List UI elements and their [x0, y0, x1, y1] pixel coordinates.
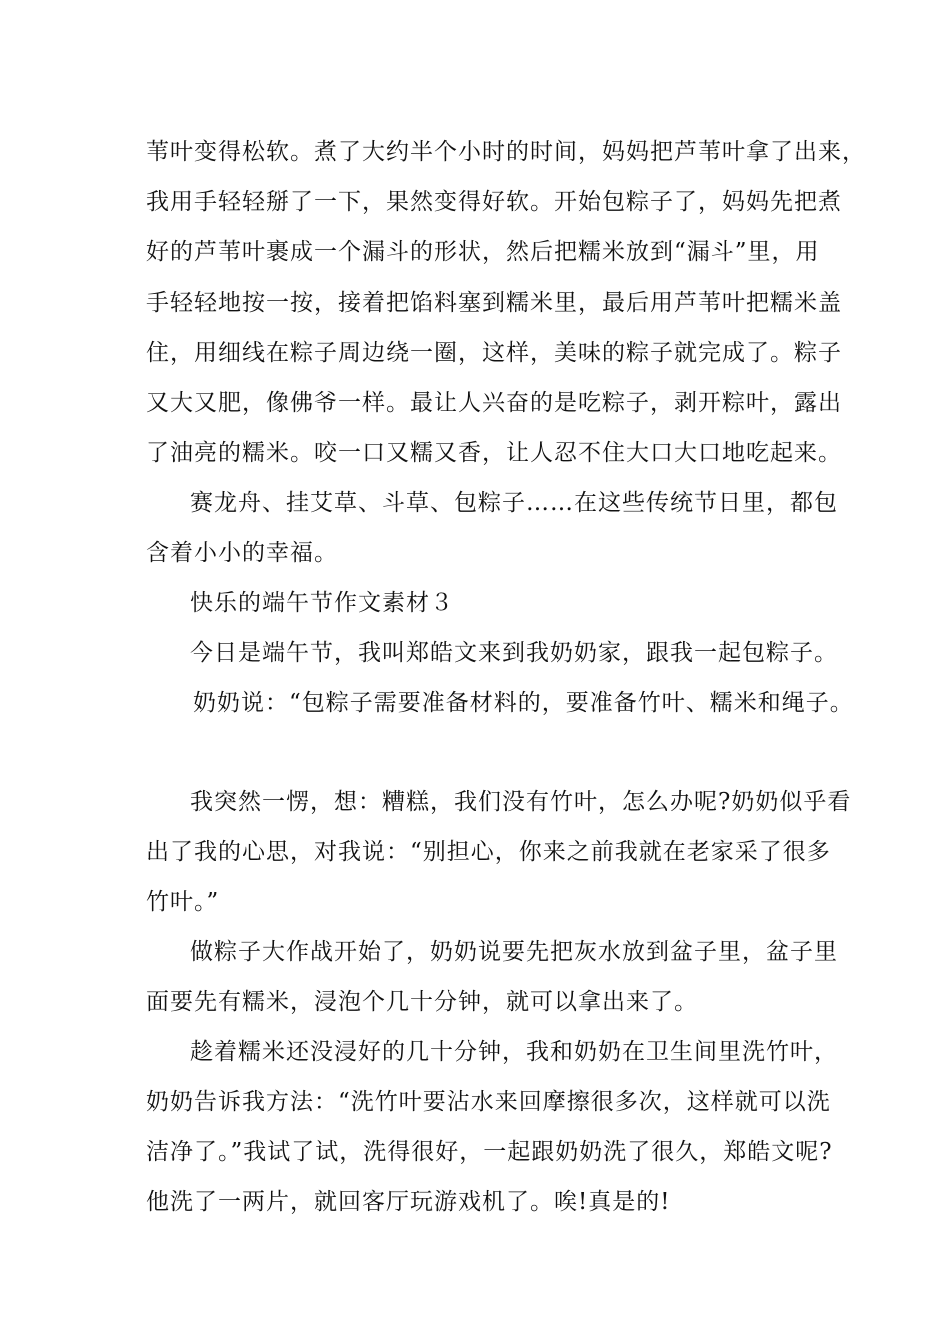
text-line: 住，用细线在粽子周边绕一圈，这样，美味的粽子就完成了。粽子 [146, 340, 842, 366]
text-line: 奶奶告诉我方法：“洗竹叶要沾水来回摩擦很多次，这样就可以洗 [146, 1089, 831, 1115]
text-line: 赛龙舟、挂艾草、斗草、包粽子……在这些传统节日里，都包 [190, 490, 838, 516]
text-line: 我突然一愣，想：糟糕，我们没有竹叶，怎么办呢?奶奶似乎看 [190, 789, 852, 815]
text-line: 洁净了。”我试了试，洗得很好，一起跟奶奶洗了很久，郑皓文呢? [146, 1139, 833, 1165]
text-line: 奶奶说：“包粽子需要准备材料的，要准备竹叶、糯米和绳子。 [193, 690, 854, 716]
text-line: 手轻轻地按一按，接着把馅料塞到糯米里，最后用芦苇叶把糯米盖 [146, 290, 842, 316]
section-heading: 快乐的端午节作文素材３ [190, 590, 454, 616]
text-line: 趁着糯米还没浸好的几十分钟，我和奶奶在卫生间里洗竹叶， [190, 1039, 838, 1065]
text-line: 出了我的心思，对我说：“别担心，你来之前我就在老家采了很多 [146, 839, 831, 865]
text-line: 今日是端午节，我叫郑皓文来到我奶奶家，跟我一起包粽子。 [190, 640, 838, 666]
text-line: 了油亮的糯米。咬一口又糯又香，让人忍不住大口大口地吃起来。 [146, 440, 842, 466]
text-line: 苇叶变得松软。煮了大约半个小时的时间，妈妈把芦苇叶拿了出来， [146, 139, 866, 165]
text-line: 竹叶。” [146, 889, 220, 915]
text-line: 我用手轻轻掰了一下，果然变得好软。开始包粽子了，妈妈先把煮 [146, 189, 842, 215]
text-line: 含着小小的幸福。 [146, 540, 338, 566]
text-line: 面要先有糯米，浸泡个几十分钟，就可以拿出来了。 [146, 989, 698, 1015]
text-line: 好的芦苇叶裹成一个漏斗的形状，然后把糯米放到“漏斗”里，用 [146, 239, 820, 265]
text-line: 做粽子大作战开始了，奶奶说要先把灰水放到盆子里，盆子里 [190, 939, 838, 965]
text-line: 他洗了一两片，就回客厅玩游戏机了。唉!真是的! [146, 1189, 671, 1215]
text-line: 又大又肥，像佛爷一样。最让人兴奋的是吃粽子，剥开粽叶，露出 [146, 390, 842, 416]
